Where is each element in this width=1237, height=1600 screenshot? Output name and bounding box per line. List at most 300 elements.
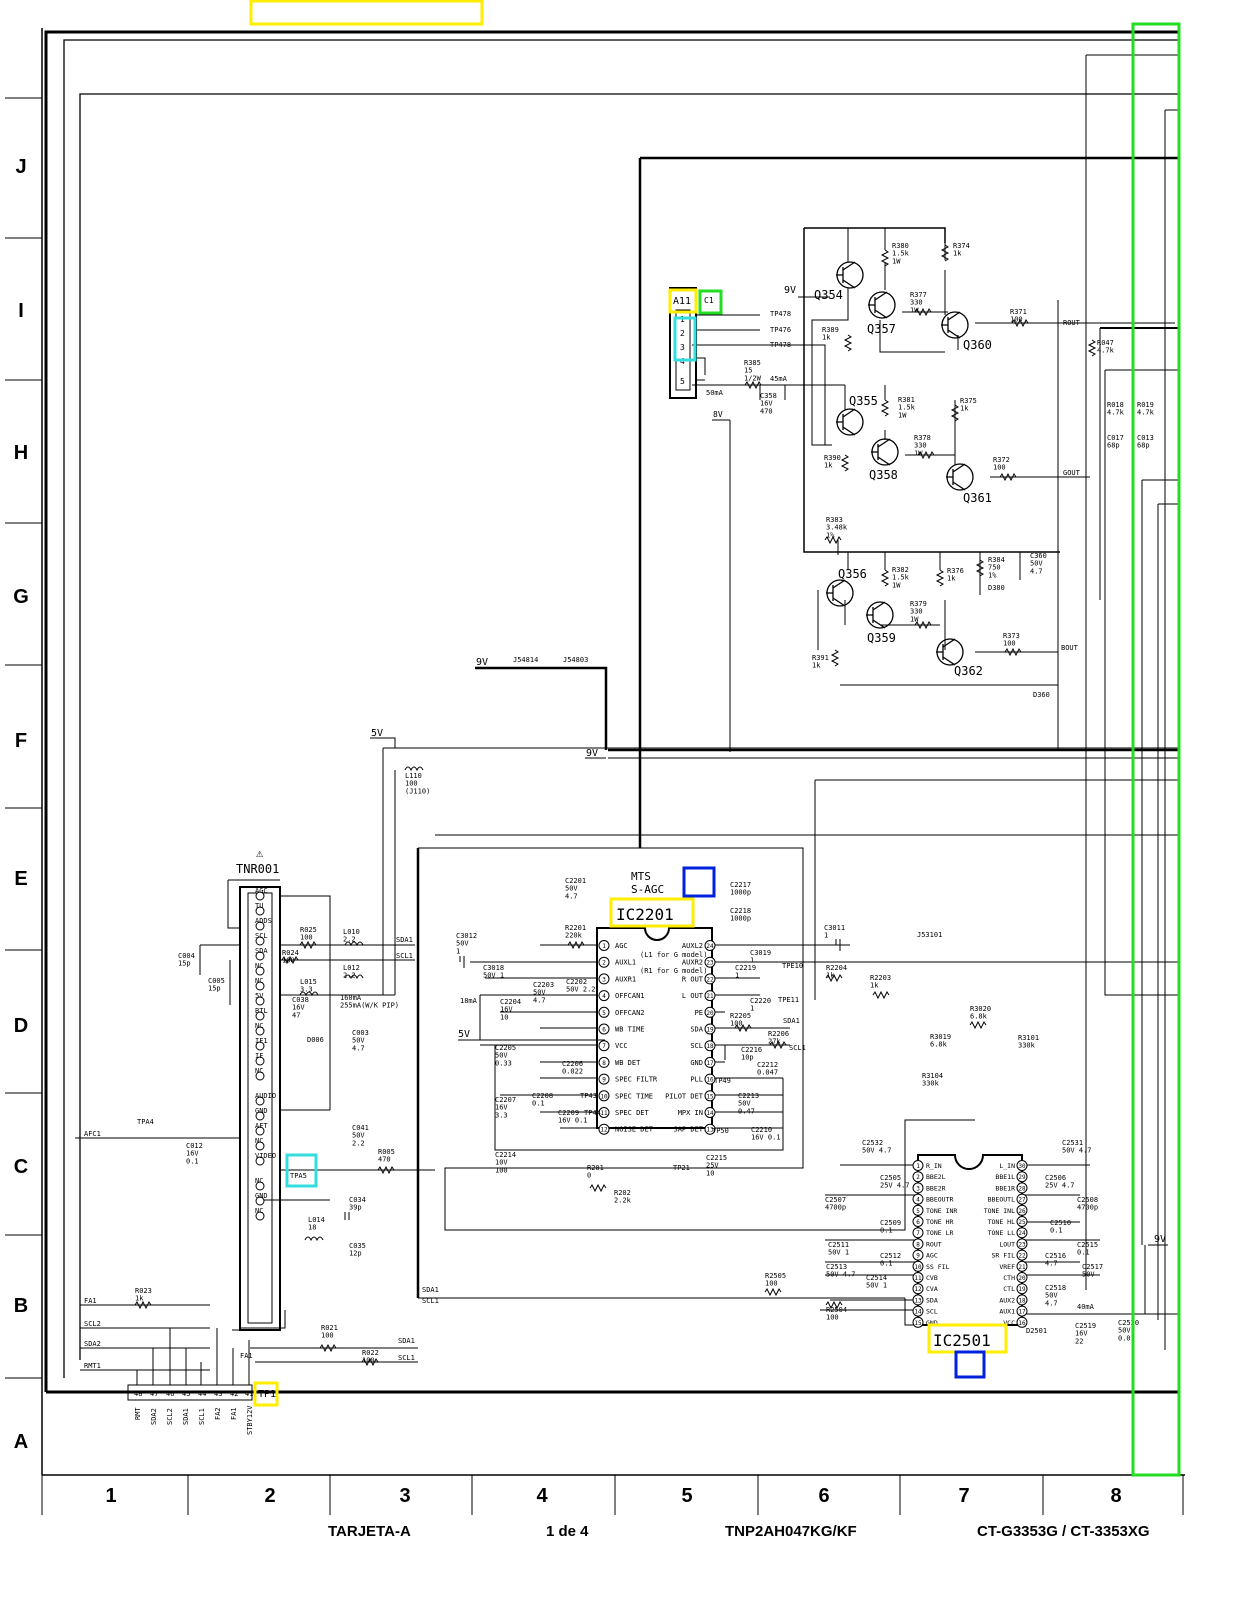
part-c038: C038 16V 47	[292, 996, 309, 1020]
part-c358: C358 16V 470	[760, 392, 777, 416]
transistor-q359	[866, 602, 893, 628]
ic2501-right-pin-number-4: 27	[1018, 1196, 1026, 1204]
part-d360: D360	[1033, 691, 1050, 699]
conn-pin-42: 42	[230, 1390, 239, 1398]
part-r374: R374 1k	[953, 242, 970, 258]
part-c034: C034 39p	[349, 1196, 366, 1212]
part-c2205: C2205 50V 0.33	[495, 1044, 517, 1068]
row-label-a: A	[13, 1431, 29, 1453]
part-c2204: C2204 16V 10	[500, 998, 522, 1022]
testpoint-tp44: TP44	[584, 1109, 601, 1117]
jumper-j54803: J54803	[563, 656, 589, 664]
ic2201-left-pin-label-10: SPEC TIME	[615, 1092, 653, 1101]
part-r2201: R2201 220k	[565, 924, 587, 940]
ic2201-tag-sagc: S-AGC	[631, 883, 665, 896]
part-c2507: C2507 4700p	[825, 1196, 847, 1212]
ic2201-left-pin-label-2: AUXL1	[615, 958, 637, 967]
col-label-3: 3	[399, 1485, 411, 1507]
ic2501-left-pin-label-4: BBEOUTR	[926, 1195, 954, 1204]
ic2201-left-pin-number-1: 1	[602, 943, 606, 950]
ic2501-left-pin-label-5: TONE INR	[926, 1206, 958, 1215]
part-c2514: C2514 50V 1	[866, 1274, 888, 1290]
ic2501-left-pin-label-3: BBE2R	[926, 1184, 946, 1193]
part-c2201: C2201 50V 4.7	[565, 877, 587, 901]
tuner-pin-gnd1: GND	[255, 1107, 268, 1115]
ic2501-right-pin-label-7: TONE LL	[987, 1229, 1015, 1238]
ic2501-right-pin-number-11: 20	[1018, 1275, 1026, 1282]
ic2501-right-pin-label-6: TONE HL	[987, 1218, 1015, 1226]
col-label-6: 6	[818, 1485, 830, 1507]
part-r3101: R3101 330k	[1018, 1034, 1040, 1050]
row-label-c: C	[13, 1156, 29, 1178]
ic2501-left-pin-number-6: 6	[916, 1219, 920, 1226]
ic2201-left-pin-number-5: 5	[602, 1009, 606, 1017]
testpoint-tpa5: TPA5	[290, 1172, 307, 1180]
ic2501-left-pin-number-10: 10	[914, 1263, 922, 1271]
signal-sda1-ic2201: SDA1	[783, 1017, 800, 1025]
part-r389: R389 1k	[822, 326, 839, 342]
power-8v: 8V	[713, 410, 723, 419]
note-current-18: 18mA	[460, 997, 477, 1005]
tuner-pin-sda: SDA	[255, 947, 268, 955]
ic2201-left-pin-label-1: AGC	[615, 942, 628, 950]
highlight-blue-ic2501	[956, 1352, 984, 1377]
part-d006: D006	[307, 1036, 324, 1044]
tuner-pin-video: VIDEO	[255, 1152, 277, 1160]
transistor-q362	[936, 639, 963, 665]
part-r381: R381 1.5k 1W	[898, 396, 915, 420]
part-l015: L015 3.3	[300, 978, 317, 994]
ic2501-labels	[933, 1331, 991, 1350]
part-c2506: C2506 25V 4.7	[1045, 1174, 1075, 1190]
row-label-h: H	[13, 442, 29, 464]
part-r023: R023 1k	[135, 1287, 152, 1303]
part-r018: R018 4.7k	[1107, 401, 1124, 417]
ic2201-left-pin-number-6: 6	[602, 1026, 606, 1034]
part-l012: L012 2.2	[343, 964, 360, 980]
ic2201-left-pin-number-2: 2	[602, 959, 606, 967]
part-r390: R390 1k	[824, 454, 841, 470]
part-c3012: C3012 50V 1	[456, 932, 478, 956]
ic2501-left-pin-number-13: 13	[914, 1297, 922, 1305]
ic2501-right-pin-label-11: CTH	[1003, 1274, 1015, 1282]
ic2201-right-pin-number-7: 18	[706, 1043, 714, 1051]
ic2201-right-pin-label-1: AUXL2	[681, 942, 703, 950]
label-q360: Q360	[963, 338, 992, 352]
part-current-50: 50mA	[706, 389, 723, 397]
part-l110: L110 100 (J110)	[405, 772, 431, 796]
part-c2213: C2213 50V 0.47	[738, 1092, 760, 1116]
part-c2207: C2207 16V 3.3	[495, 1096, 517, 1120]
footer	[328, 1523, 1150, 1540]
power-9v-b: 9V	[476, 657, 489, 668]
power-5v-a: 5V	[371, 728, 384, 739]
ic2201-right-pin-number-2: 23	[706, 959, 714, 967]
ic2501-left-pin-label-14: SCL	[926, 1307, 938, 1316]
part-r373: R373 100	[1003, 632, 1020, 648]
part-c3019: C3019 1	[750, 949, 772, 965]
row-label-d: D	[13, 1015, 29, 1037]
ic2501-right-pin-number-14: 17	[1018, 1308, 1026, 1316]
ic2501-right-pin-number-6: 25	[1018, 1219, 1026, 1226]
ic2501-right-pin-label-8: LOUT	[999, 1240, 1015, 1249]
part-c2515: C2515 0.1	[1077, 1241, 1099, 1257]
ic2201-left-pin-label-12: NOISE DET	[615, 1125, 653, 1134]
part-r2203: R2203 1k	[870, 974, 892, 990]
part-r019: R019 4.7k	[1137, 401, 1154, 417]
signal-fa1: FA1	[84, 1297, 97, 1305]
signal-scl1-bus: SCL1	[422, 1297, 439, 1305]
part-c2531: C2531 50V 4.7	[1062, 1139, 1092, 1155]
part-tp476: TP476	[770, 326, 792, 334]
ic2501-left-pin-label-7: TONE LR	[926, 1229, 954, 1238]
ic2201-left-pin-label-9: SPEC FILTR	[615, 1075, 658, 1084]
part-r202: R202 2.2k	[614, 1189, 631, 1205]
transistor-q358	[871, 439, 898, 465]
conn-pin-48: 48	[134, 1390, 143, 1398]
col-label-2: 2	[264, 1485, 276, 1507]
col-label-1: 1	[105, 1485, 117, 1507]
tuner-ref: TNR001	[236, 862, 280, 876]
ic2501-left-pin-number-1: 1	[916, 1163, 920, 1170]
conn-label-scl1: SCL1	[198, 1408, 206, 1425]
ic2501-right-pin-number-10: 21	[1018, 1263, 1026, 1271]
part-r024: R024 100	[282, 949, 299, 965]
ic2501-left-pin-number-5: 5	[916, 1207, 920, 1215]
transistor-q356	[826, 580, 853, 606]
ic2501-right-pin-label-4: BBEOUTL	[987, 1195, 1015, 1204]
ic2501-left-pin-label-15: GND	[926, 1318, 938, 1327]
footer-model: CT-G3353G / CT-3353XG	[977, 1523, 1150, 1540]
col-label-5: 5	[681, 1485, 693, 1507]
ic2501-left-pin-number-15: 15	[914, 1319, 922, 1327]
part-r380: R380 1.5k 1W	[892, 242, 909, 266]
ic2201-note-1: (L1 for G model)	[640, 951, 708, 959]
conn-label-sda2: SDA2	[150, 1408, 158, 1425]
testpoint-tp21: TP21	[673, 1164, 690, 1172]
ic2201-right-pin-number-9: 16	[706, 1076, 714, 1084]
part-c3018: C3018 50V 1	[483, 964, 505, 980]
conn-pin-47: 47	[150, 1390, 159, 1398]
tuner-pin-nc6: NC	[255, 1177, 264, 1185]
ic2501-left-pin-label-2: BBE2L	[926, 1173, 946, 1182]
part-c2210: C2210 16V 0.1	[751, 1126, 781, 1142]
ic2501-right-pin-label-3: BBE1R	[995, 1184, 1015, 1193]
tuner-pin-scl: SCL	[255, 932, 268, 940]
tuner-pin-nc7: NC	[255, 1207, 264, 1215]
note-current-40: 40mA	[1077, 1303, 1094, 1311]
signal-rout: ROUT	[1063, 319, 1080, 327]
row-label-f: F	[14, 730, 28, 752]
tuner-warning-icon: ⚠	[256, 846, 264, 860]
conn-pin-44: 44	[198, 1390, 207, 1398]
signal-sda1-bus: SDA1	[422, 1286, 439, 1294]
ic2501-left-pin-number-3: 3	[916, 1185, 920, 1193]
tuner-pin-nc5: NC	[255, 1137, 264, 1145]
power-labels	[371, 285, 1166, 1245]
row-label-j: J	[15, 156, 27, 178]
ic2201-right-pin-label-12: SAP DET	[673, 1125, 703, 1134]
conn-pin-45: 45	[182, 1390, 191, 1398]
ic2201-right-pin-label-5: PE	[694, 1008, 703, 1017]
part-r375: R375 1k	[960, 397, 977, 413]
part-r022: R022 100	[362, 1349, 379, 1365]
label-q354: Q354	[814, 288, 843, 302]
ic2501-right-pin-number-3: 28	[1018, 1185, 1026, 1193]
row-label-e: E	[14, 868, 28, 890]
part-c2214: C2214 10V 100	[495, 1151, 517, 1175]
tuner-block	[75, 880, 905, 1370]
ic2201-right-pin-number-1: 24	[706, 943, 714, 950]
signal-scl1-bottom: SCL1	[398, 1354, 415, 1362]
label-q356: Q356	[838, 567, 867, 581]
ic2201-right-pin-number-8: 17	[706, 1059, 714, 1067]
ic2501-left-pin-number-12: 12	[914, 1286, 922, 1294]
ic2201-left-pin-number-7: 7	[602, 1043, 606, 1051]
part-tp478: TP478	[770, 310, 792, 318]
ic2201-right-pin-label-9: PLL	[690, 1075, 703, 1084]
signal-bout: BOUT	[1061, 644, 1078, 652]
row-label-g: G	[13, 586, 29, 608]
ic2201-note-2: (R1 for G model)	[640, 967, 708, 975]
footer-page: 1 de 4	[546, 1523, 589, 1540]
conn-label-stby12v: STBY12V	[246, 1405, 254, 1435]
ic2501-left-pin-label-1: R_IN	[926, 1162, 942, 1170]
ic2501-right-pin-number-7: 24	[1018, 1230, 1026, 1238]
ic2501-left-pin-number-9: 9	[916, 1252, 920, 1260]
ic2501-left-pin-label-6: TONE HR	[926, 1218, 954, 1226]
row-label-b: B	[13, 1295, 29, 1317]
ic2501-right-pin-label-10: VREF	[999, 1262, 1015, 1271]
ic2201-left-pin-label-11: SPEC DET	[615, 1109, 649, 1117]
ic2201-right-pin-number-6: 19	[706, 1026, 714, 1034]
label-q355: Q355	[849, 394, 878, 408]
tuner-pin-agc: AGC	[255, 887, 268, 895]
highlight-blue-mts	[684, 868, 714, 896]
conn-pin-41: 41	[245, 1390, 254, 1398]
part-c2216: C2216 10p	[741, 1046, 763, 1062]
part-l010: L010 2.2	[343, 928, 360, 944]
ic2501-pins-right	[984, 1161, 1027, 1328]
label-q362: Q362	[954, 664, 983, 678]
part-r384: R384 750 1%	[988, 556, 1005, 580]
ic2501-left-pin-number-7: 7	[916, 1230, 920, 1238]
part-r2205: R2205 100	[730, 1012, 752, 1028]
ic2201-left-pin-number-11: 11	[600, 1110, 608, 1117]
part-c017: C017 68p	[1107, 434, 1124, 450]
power-5v-b: 5V	[458, 1029, 471, 1040]
ic2201-right-pin-label-4: L OUT	[681, 992, 703, 1001]
ic2201-right-pin-number-12: 13	[706, 1126, 714, 1134]
conn-label-scl2: SCL2	[166, 1408, 174, 1425]
col-label-7: 7	[958, 1485, 970, 1507]
part-r385: R385 15 1/2W	[744, 359, 761, 383]
tuner-pin-audio: AUDIO	[255, 1092, 277, 1100]
connector-a11-pin-3: 3	[680, 343, 685, 352]
ic2201-ref: IC2201	[616, 905, 674, 924]
ic2201-left-pin-number-8: 8	[602, 1059, 606, 1067]
part-c2517: C2517 50V	[1082, 1263, 1104, 1279]
ic2201-tag-mts: MTS	[631, 870, 651, 883]
power-9v-c: 9V	[586, 748, 599, 759]
footer-part: TNP2AH047KG/KF	[725, 1523, 857, 1540]
ic2501-right-pin-label-13: AUX2	[999, 1296, 1015, 1305]
ic2501-right-pin-label-5: TONE INL	[983, 1206, 1015, 1215]
part-r021: R021 100	[321, 1324, 338, 1340]
ic2501-right-pin-label-1: L_IN	[999, 1162, 1015, 1170]
ic2501-left-pin-label-12: CVA	[926, 1285, 938, 1294]
testpoint-tp50: TP50	[712, 1127, 729, 1135]
ic2501-right-pin-number-8: 23	[1018, 1241, 1026, 1249]
part-r383: R383 3.48k 1%	[826, 516, 848, 540]
ic2201-left-pin-label-7: VCC	[615, 1042, 628, 1051]
tuner-pin-aft: AFT	[255, 1122, 268, 1130]
part-c035: C035 12p	[349, 1242, 366, 1258]
testpoint-tp49: TP49	[714, 1077, 731, 1085]
tuner-pin-tu: TU	[255, 902, 264, 910]
conn-label-sda1: SDA1	[182, 1408, 190, 1425]
signal-rmt1: RMT1	[84, 1362, 101, 1370]
part-r3020: R3020 6.8k	[970, 1005, 992, 1021]
part-c2217: C2217 1000p	[730, 881, 752, 897]
transistor-q361	[946, 464, 973, 490]
part-r378: R378 330 1W	[914, 434, 931, 458]
power-rails	[370, 420, 1168, 1245]
part-c2219: C2219 1	[735, 964, 757, 980]
ic2501-left-pin-label-8: ROUT	[926, 1240, 942, 1249]
conn-pin-46: 46	[166, 1390, 175, 1398]
ic2201-right-pin-label-3: R OUT	[681, 975, 703, 984]
part-r391: R391 1k	[812, 654, 829, 670]
label-q357: Q357	[867, 322, 896, 336]
ic2201-right-pin-label-6: SDA	[690, 1025, 703, 1034]
tuner-pin-adds: ADDS	[255, 917, 272, 925]
signal-sda2: SDA2	[84, 1340, 101, 1348]
part-r201: R201 0	[587, 1164, 604, 1180]
highlight-yellow-top	[251, 1, 482, 24]
part-r2504: R2504 100	[826, 1306, 848, 1322]
ic2501-right-pin-number-5: 26	[1018, 1207, 1026, 1215]
part-c2508: C2508 4700p	[1077, 1196, 1099, 1212]
part-c2509: C2509 0.1	[880, 1219, 902, 1235]
label-q361: Q361	[963, 491, 992, 505]
note-current: 160mA 255mA(W/K PIP)	[340, 994, 400, 1010]
part-current-45: 45mA	[770, 375, 787, 383]
tuner-pin-nc3: NC	[255, 1022, 264, 1030]
ic2201-left-pin-number-4: 4	[602, 993, 606, 1001]
part-r382: R382 1.5k 1W	[892, 566, 909, 590]
ic2501-right-pin-number-12: 19	[1018, 1286, 1026, 1294]
testpoint-tp43: TP43	[580, 1092, 597, 1100]
ic2201-left-pin-label-8: WB DET	[615, 1058, 641, 1067]
conn-label-fa1: FA1	[230, 1407, 238, 1420]
label-q359: Q359	[867, 631, 896, 645]
row-label-i: I	[18, 300, 24, 322]
ic2501-right-pin-number-2: 29	[1018, 1174, 1026, 1182]
ic2501-right-pin-label-9: SR FIL	[991, 1251, 1015, 1260]
col-label-8: 8	[1110, 1485, 1122, 1507]
ic2201-left-pin-number-3: 3	[602, 976, 606, 984]
ic2501-pins-left	[913, 1161, 957, 1328]
ic2501-left-pin-label-9: AGC	[926, 1251, 938, 1260]
ic2201-right-pin-label-11: MPX IN	[677, 1109, 703, 1117]
connector-a11-ref: A11	[673, 296, 692, 307]
ic2201-left-pin-label-6: WB TIME	[615, 1025, 645, 1034]
part-c2518: C2518 50V 4.7	[1045, 1284, 1067, 1308]
testpoint-tpa4: TPA4	[137, 1118, 154, 1126]
ic2201-left-pin-label-5: OFFCAN2	[615, 1008, 645, 1017]
tuner-pin-5v: 5V	[255, 992, 264, 1000]
ic2501-left-pin-number-14: 14	[914, 1308, 922, 1316]
part-c2512: C2512 0.1	[880, 1252, 902, 1268]
ic2201-right-pin-number-4: 21	[706, 993, 714, 1001]
part-d380: D380	[988, 584, 1005, 592]
part-r2204: R2204 1k	[826, 964, 848, 980]
part-r372: R372 100	[993, 456, 1010, 472]
tuner-pin-nc1: NC	[255, 962, 264, 970]
part-r2206: R2206 27k	[768, 1030, 790, 1046]
part-c2532: C2532 50V 4.7	[862, 1139, 892, 1155]
transistor-q355	[836, 409, 863, 435]
tuner-pin-if1: IF1	[255, 1037, 268, 1045]
power-9v-a: 9V	[784, 285, 797, 296]
part-c2209: C2209 16V 0.1	[558, 1109, 588, 1125]
ic2501-right-pin-label-15: VCC	[1003, 1318, 1015, 1327]
ic2501-ref: IC2501	[933, 1331, 991, 1350]
part-d2501: D2501	[1026, 1327, 1048, 1335]
conn-label-fa2: FA2	[214, 1407, 222, 1420]
connector-a11-pin-2: 2	[680, 329, 685, 338]
part-c2206: C2206 0.022	[562, 1060, 584, 1076]
ic2501-right-pin-number-9: 22	[1018, 1252, 1026, 1260]
part-c2520: C2520 50V 0.0	[1118, 1319, 1140, 1343]
part-c2513: C2513 50V 4.7	[826, 1263, 856, 1279]
part-c2505: C2505 25V 4.7	[880, 1174, 910, 1190]
signal-scl1-tuner: SCL1	[396, 952, 413, 960]
ic2201-right-pin-number-11: 14	[706, 1110, 714, 1117]
part-r3019: R3019 6.8k	[930, 1033, 952, 1049]
part-c360: C360 50V 4.7	[1030, 552, 1047, 576]
signal-sda1-tuner: SDA1	[396, 936, 413, 944]
signal-scl1-ic2201: SCL1	[789, 1044, 806, 1052]
ic2501-left-pin-label-11: CVB	[926, 1274, 938, 1282]
transistor-q357	[868, 292, 895, 318]
signal-sda1-bottom: SDA1	[398, 1337, 415, 1345]
signal-fa1-b: FA1	[240, 1352, 253, 1360]
ic2501-right-pin-number-1: 30	[1018, 1163, 1026, 1170]
ic2201-right-pin-label-2: AUXR2	[681, 958, 703, 967]
transistor-labels	[814, 288, 992, 678]
ic2201-right-pin-label-7: SCL	[690, 1042, 703, 1051]
ic2501-left-pin-label-10: SS FIL	[926, 1262, 950, 1271]
ic2201-right-pin-number-5: 20	[706, 1009, 714, 1017]
ic2501-right-pin-label-2: BBE1L	[995, 1173, 1015, 1182]
part-c012: C012 16V 0.1	[186, 1142, 203, 1166]
ic2501-left-pin-label-13: SDA	[926, 1296, 938, 1305]
connector-a11-tag: C1	[704, 296, 714, 305]
part-c2218: C2218 1000p	[730, 907, 752, 923]
ic2201-right-pin-number-3: 22	[706, 976, 714, 984]
conn-pin-43: 43	[214, 1390, 223, 1398]
ic2501-right-pin-label-14: AUX1	[999, 1307, 1015, 1316]
ic2201-right-pin-number-10: 15	[706, 1093, 714, 1101]
part-r377: R377 330 1W	[910, 291, 927, 315]
part-r3104: R3104 330k	[922, 1072, 944, 1088]
ic2201-right-pin-label-8: GND	[690, 1058, 703, 1067]
highlight-cyan-a11-pins	[675, 318, 695, 360]
part-r025: R025 100	[300, 926, 317, 942]
footer-board: TARJETA-A	[328, 1523, 411, 1540]
